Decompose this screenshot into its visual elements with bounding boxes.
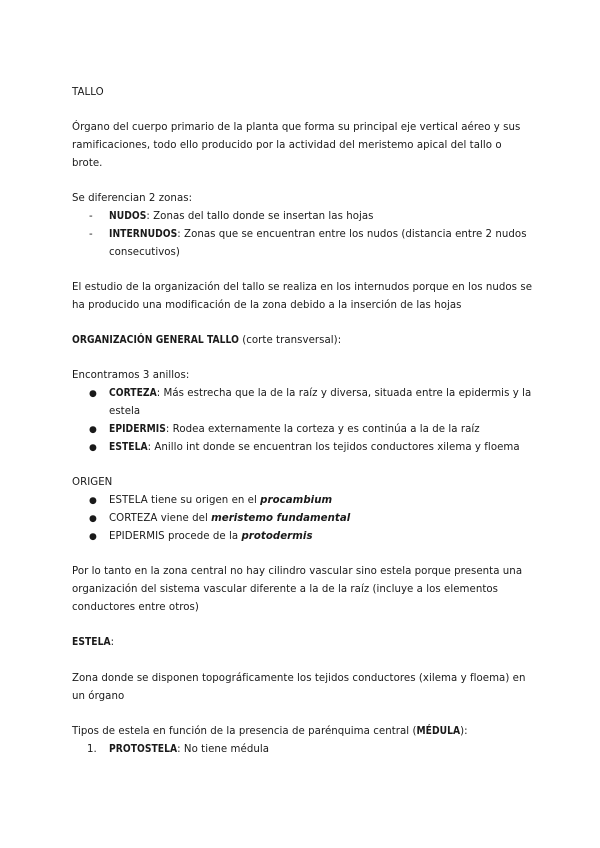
origin-text: ESTELA tiene su origen en el	[109, 495, 261, 506]
origin-text: EPIDERMIS procede de la	[109, 531, 242, 542]
origin-text: CORTEZA viene del	[109, 513, 212, 524]
term-corteza: CORTEZA	[109, 388, 157, 399]
list-item	[72, 528, 534, 546]
bullet-icon: ●	[89, 443, 97, 453]
term-description: : Anillo int donde se encuentran los tejidos conductores xilema y floema	[147, 442, 520, 453]
estela-definition: Zona donde se disponen topográficamente los tejidos conductores (xilema y floema) en un órgano	[72, 673, 526, 702]
list-item	[72, 226, 534, 262]
types-heading-post: ):	[460, 726, 468, 737]
organization-heading-rest: (corte transversal):	[238, 335, 342, 346]
estela-heading-bold: ESTELA	[72, 637, 111, 648]
list-item	[72, 385, 534, 421]
zones-heading: Se diferencian 2 zonas:	[72, 193, 193, 204]
list-item	[72, 741, 534, 759]
term-epidermis: EPIDERMIS	[109, 424, 166, 435]
term-description: : Zonas que se encuentran entre los nudos (distancia entre 2 nudos consecutivos)	[109, 229, 527, 258]
origin-heading: ORIGEN	[72, 477, 113, 488]
types-heading-pre: Tipos de estela en función de la presencia de parénquima central (	[72, 726, 417, 737]
page-title: TALLO	[72, 87, 104, 98]
bullet-icon: ●	[89, 425, 97, 435]
bullet-icon: ●	[89, 389, 97, 399]
number-marker: 1.	[87, 744, 97, 755]
term-internudos: INTERNUDOS	[109, 229, 178, 240]
term-description: : Rodea externamente la corteza y es continúa a la de la raíz	[165, 424, 480, 435]
dash-marker: -	[89, 229, 93, 240]
bullet-icon: ●	[89, 496, 97, 506]
term-description: : Zonas del tallo donde se insertan las hojas	[146, 211, 374, 222]
list-item	[72, 510, 534, 528]
term-protodermis: protodermis	[241, 531, 313, 542]
types-heading-bold: MÉDULA	[416, 726, 461, 737]
types-list	[72, 741, 534, 759]
list-item	[72, 421, 534, 439]
central-paragraph: Por lo tanto en la zona central no hay cilindro vascular sino estela porque presenta una organización del sistema vascular diferente a la de la raíz (incluye a los elementos conductores entre otros)	[72, 566, 523, 613]
estela-heading	[72, 634, 534, 652]
term-description: : No tiene médula	[177, 744, 270, 755]
origin-list	[72, 492, 534, 546]
term-estela: ESTELA	[109, 442, 148, 453]
bullet-icon: ●	[89, 514, 97, 524]
bullet-icon: ●	[89, 532, 97, 542]
term-description: : Más estrecha que la de la raíz y diversa, situada entre la epidermis y la estela	[109, 388, 532, 417]
document-page	[72, 84, 534, 759]
rings-intro: Encontramos 3 anillos:	[72, 370, 190, 381]
intro-paragraph: Órgano del cuerpo primario de la planta que forma su principal eje vertical aéreo y sus ramificaciones, todo ello producido por la actividad del meristemo apical del tallo o brote.	[72, 122, 521, 169]
zones-list	[72, 208, 534, 262]
list-item	[72, 492, 534, 510]
list-item	[72, 208, 534, 226]
list-item	[72, 439, 534, 457]
study-paragraph: El estudio de la organización del tallo se realiza en los internudos porque en los nudos se ha producido una modificación de la zona debido a la inserción de las hojas	[72, 282, 533, 311]
rings-list	[72, 385, 534, 457]
organization-heading-bold: ORGANIZACIÓN GENERAL TALLO	[72, 335, 239, 346]
dash-marker: -	[89, 211, 93, 222]
organization-heading	[72, 332, 534, 350]
term-meristemo-fundamental: meristemo fundamental	[211, 513, 351, 524]
term-protostela: PROTOSTELA	[109, 744, 178, 755]
term-nudos: NUDOS	[109, 211, 147, 222]
types-heading	[72, 723, 534, 741]
term-procambium: procambium	[260, 495, 333, 506]
estela-heading-rest: :	[110, 637, 115, 648]
